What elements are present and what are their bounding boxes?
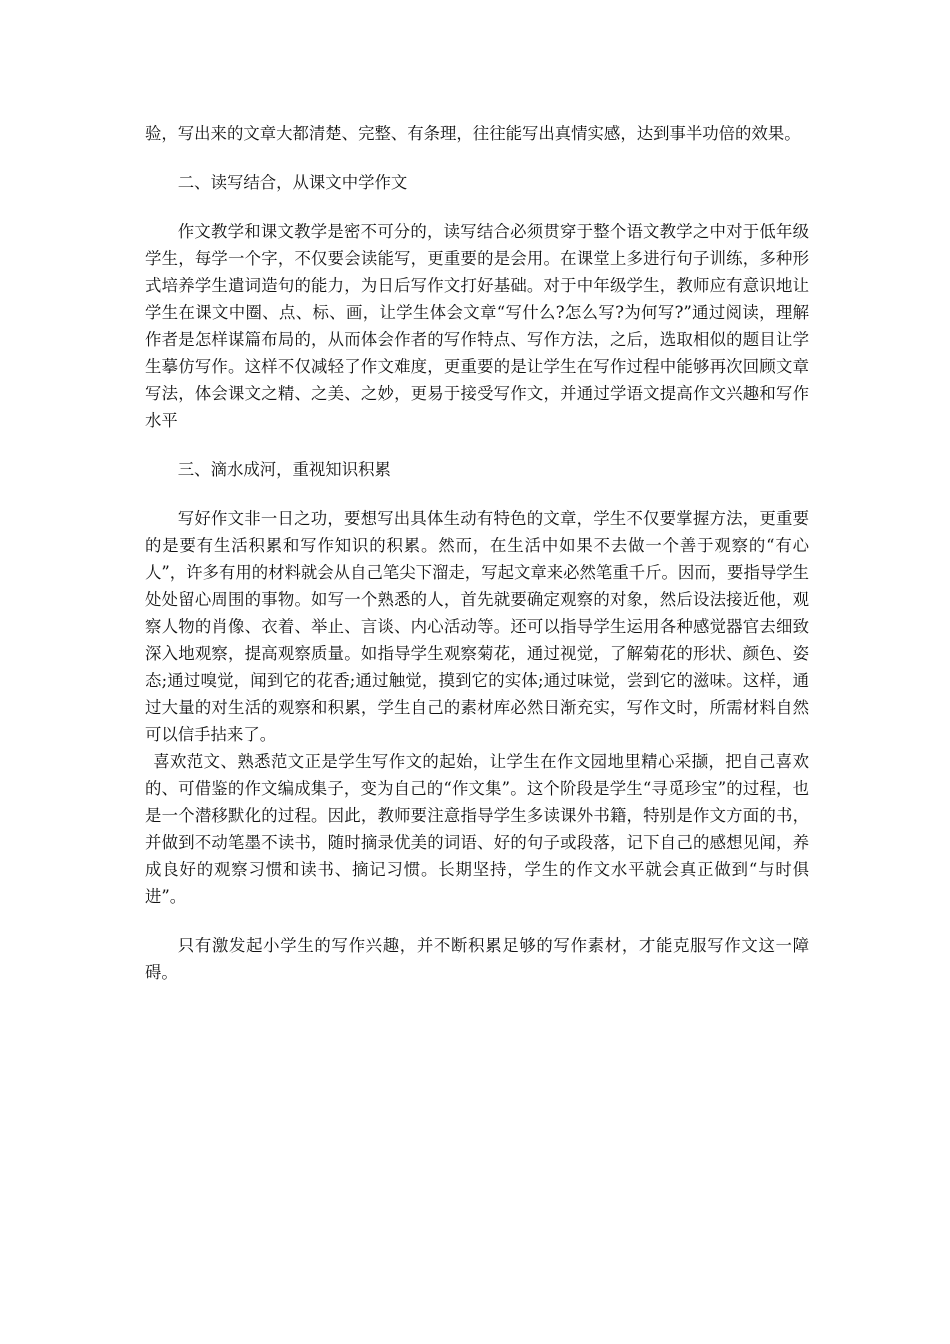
section-3-body-paragraph-1: 写好作文非一日之功，要想写出具体生动有特色的文章，学生不仅要掌握方法，更重要的是要有生活积累和写作知识的积累。然而，在生活中如果不去做一个善于观察的“有心人”，许多有用的材料就会从自己笔尖下溜走，写起文章来必然笔重千斤。因而，要指导学生处处留心周围的事物。如写一个熟悉的人，首先就要确定观察的对象，然后设法接近他，观察人物的肖像、衣着、举止、言谈、内心活动等。还可以指导学生运用各种感觉器官去细致深入地观察，提高观察质量。如指导学生观察菊花，通过视觉，了解菊花的形状、颜色、姿态;通过嗅觉，闻到它的花香;通过触觉，摸到它的实体;通过味觉，尝到它的滋味。这样，通过大量的对生活的观察和积累，学生自己的素材库必然日渐充实，写作文时，所需材料自然可以信手拈来了。 xyxy=(145,509,810,744)
section-3-heading: 三、滴水成河，重视知识积累 xyxy=(177,460,391,479)
spacer xyxy=(145,910,809,932)
section-3-body-paragraph-2: 喜欢范文、熟悉范文正是学生写作文的起始，让学生在作文园地里精心采撷，把自己喜欢的、可借鉴的作文编成集子，变为自己的“作文集”。这个阶段是学生“寻觅珍宝”的过程，也是一个潜移默化的过程。因此，教师要注意指导学生多读课外书籍，特别是作文方面的书，并做到不动笔墨不读书，随时摘录优美的词语、好的句子或段落，记下自己的感想见闻，养成良好的观察习惯和读书、摘记习惯。长期坚持，学生的作文水平就会真正做到“与时俱进”。 xyxy=(145,752,809,906)
section-2-heading: 二、读写结合，从课文中学作文 xyxy=(177,173,408,192)
document-page xyxy=(145,120,809,986)
spacer xyxy=(145,483,809,505)
spacer xyxy=(145,147,809,169)
intro-continuation-paragraph: 验，写出来的文章大都清楚、完整、有条理，往往能写出真情实感，达到事半功倍的效果。 xyxy=(145,124,801,143)
spacer xyxy=(145,434,809,456)
spacer xyxy=(145,196,809,218)
section-2-body-paragraph: 作文教学和课文教学是密不可分的，读写结合必须贯穿于整个语文教学之中对于低年级学生，每学一个字，不仅要会读能写，更重要的是会用。在课堂上多进行句子训练，多种形式培养学生遣词造句的能力，为日后写作文打好基础。对于中年级学生，教师应有意识地让学生在课文中圈、点、标、画，让学生体会文章“写什么?怎么写?为何写?”通过阅读，理解作者是怎样谋篇布局的，从而体会作者的写作特点、写作方法，之后，选取相似的题目让学生摹仿写作。这样不仅减轻了作文难度，更重要的是让学生在写作过程中能够再次回顾文章写法，体会课文之精、之美、之妙，更易于接受写作文，并通过学语文提高作文兴趣和写作水平 xyxy=(145,222,809,430)
conclusion-paragraph: 只有激发起小学生的写作兴趣，并不断积累足够的写作素材，才能克服写作文这一障碍。 xyxy=(145,936,809,982)
